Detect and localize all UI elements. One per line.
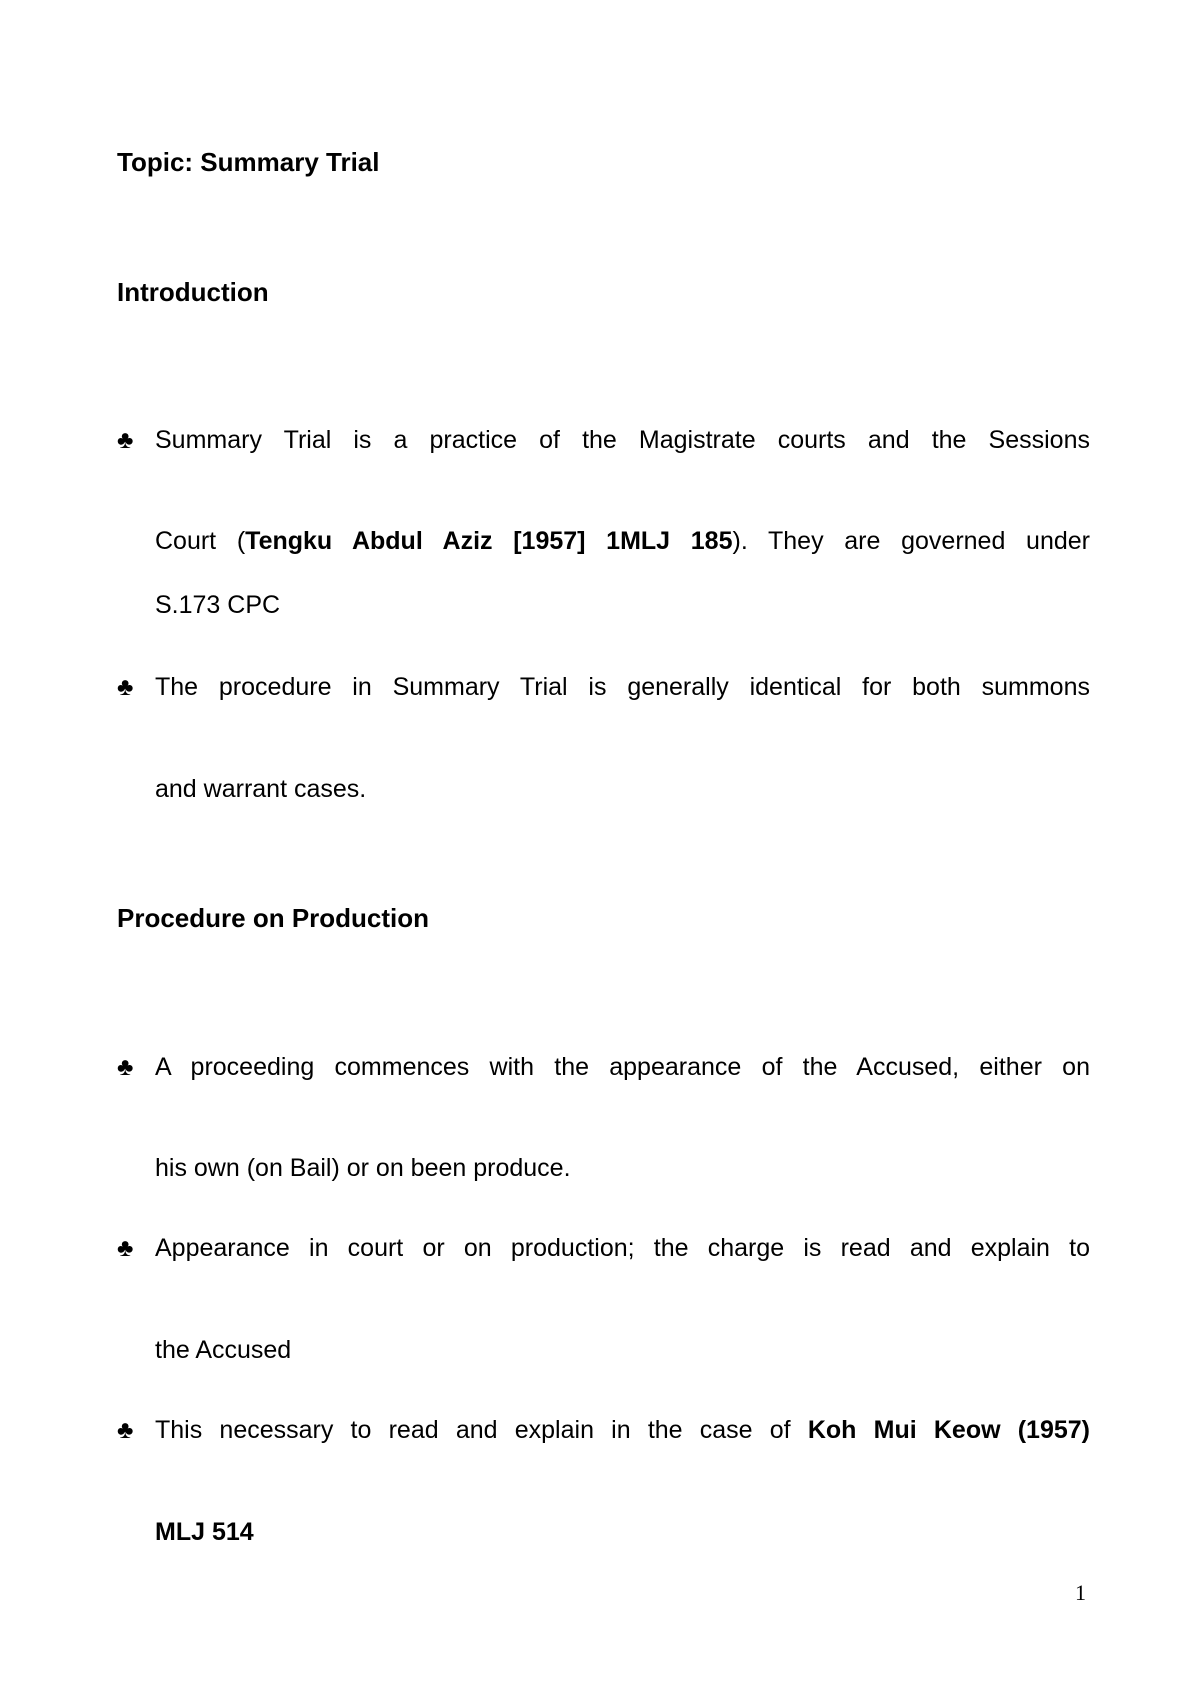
paragraph-line: and warrant cases.	[155, 775, 367, 803]
section-heading-procedure-on-production: Procedure on Production	[117, 903, 430, 933]
paragraph-line	[155, 1517, 1090, 1547]
page-number: 1	[1075, 1580, 1086, 1605]
case-citation: Koh Mui Keow (1957)	[807, 1416, 1090, 1444]
paragraph-line	[155, 1415, 1090, 1445]
club-bullet-icon: ♣	[117, 426, 134, 454]
club-bullet-icon: ♣	[117, 1234, 134, 1262]
text-span: ). They are governed under	[732, 527, 1090, 555]
paragraph-line: S.173 CPC	[155, 591, 281, 619]
text-span: This necessary to read and explain in the case of	[155, 1416, 808, 1444]
case-citation: MLJ 514	[155, 1518, 254, 1546]
paragraph-line: The procedure in Summary Trial is generally identical for both summons	[155, 673, 1090, 701]
club-bullet-icon: ♣	[117, 1053, 134, 1081]
section-heading-introduction: Introduction	[117, 277, 269, 307]
document-title: Topic: Summary Trial	[117, 147, 380, 177]
paragraph-line	[155, 526, 1090, 556]
club-bullet-icon: ♣	[117, 673, 134, 701]
case-citation: Tengku Abdul Aziz [1957] 1MLJ 185	[245, 527, 733, 555]
text-span: Court (	[155, 527, 246, 555]
club-bullet-icon: ♣	[117, 1416, 134, 1444]
paragraph-line: the Accused	[155, 1336, 292, 1364]
paragraph-line: his own (on Bail) or on been produce.	[155, 1154, 571, 1182]
paragraph-line: Appearance in court or on production; the charge is read and explain to	[155, 1234, 1090, 1262]
paragraph-line: Summary Trial is a practice of the Magistrate courts and the Sessions	[155, 426, 1090, 454]
paragraph-line: A proceeding commences with the appearance of the Accused, either on	[155, 1053, 1090, 1081]
